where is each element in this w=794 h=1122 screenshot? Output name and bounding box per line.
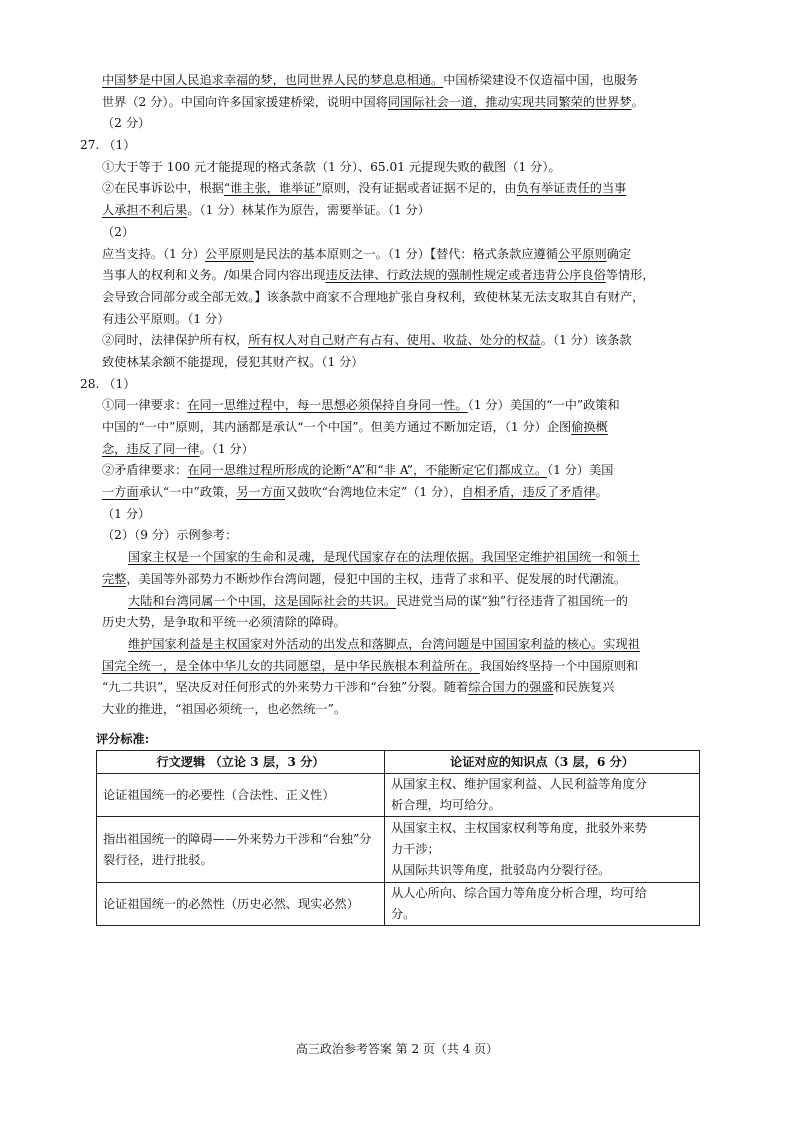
text-segment: 。 (631, 94, 644, 109)
text-segment: 又鼓吹“台湾地位未定”（1 分）， (285, 485, 462, 500)
text-segment: 。（1 分）该条款 (540, 333, 632, 348)
grading-header-row (97, 751, 700, 774)
knowledge-point-line: 从国家主权、主权国家权利等角度，批驳外来势 (391, 821, 647, 835)
text-segment: 。（1 分） (199, 441, 254, 456)
answer-line (80, 352, 720, 374)
text-segment: （2）（9 分）示例参考： (102, 528, 238, 543)
text-segment: 是民法的基本原则之一。（1 分）【替代：格式条款应遵循 (253, 246, 558, 261)
text-segment: 等情形， (605, 268, 655, 283)
grading-table (96, 750, 700, 926)
text-segment: （2） (102, 224, 135, 239)
answer-line (80, 157, 720, 179)
answer-line (80, 612, 720, 634)
answer-line (80, 634, 720, 656)
text-segment: （1 分） (102, 506, 151, 521)
grading-title: 评分标准: (96, 732, 150, 746)
text-segment: 历史大势，是争取和平统一必须清除的障碍。 (102, 615, 346, 630)
text-segment: 世界（2 分）。中国向许多国家援建桥梁，说明中国将 (102, 94, 388, 109)
key-point-underlined: 综合国力的强盛 (468, 680, 554, 695)
text-segment: 原则，没有证据或者证据不足的，由 (321, 181, 517, 196)
text-segment: 大业的推进，“祖国必须统一，也必然统一”。 (102, 701, 347, 716)
text-segment: 当事人的权利和义务。/如果合同内容出现 (102, 268, 326, 283)
key-point-underlined: 大陆和台湾同属一个中国，这是国际社会的共识。 (128, 593, 397, 608)
text-segment: 致使林某余额不能提现，侵犯其财产权。（1 分） (102, 354, 364, 369)
knowledge-points-cell (385, 774, 700, 817)
key-point-underlined: 国完全统一，是全体中华儿女的共同愿望，是中华民族根本利益所在。 (102, 658, 480, 673)
logic-cell: 指出祖国统一的障碍——外来势力干涉和“台独”分裂行径，进行批驳。 (97, 817, 385, 883)
text-segment: 承认“一中”政策， (138, 485, 237, 500)
key-point-underlined: 人承担不利后果 (102, 203, 188, 218)
key-point-underlined: 念，违反了同一律 (102, 441, 200, 456)
answer-line (80, 222, 720, 244)
text-segment: 和民族复兴 (553, 680, 615, 695)
answer-line (80, 677, 720, 699)
knowledge-points-cell (385, 883, 700, 926)
answer-line (80, 460, 720, 482)
knowledge-point-line: 从国际共识等角度，批驳岛内分裂行径。 (391, 863, 611, 877)
key-point-underlined: 在同一思维过程所形成的论断“A”和“非 A”，不能断定它们都成立。 (187, 463, 548, 478)
key-point-underlined: 所有权人对自己财产有占有、使用、收益、处分的权益 (248, 333, 541, 348)
answer-line (80, 656, 720, 678)
answer-line (80, 525, 720, 547)
key-point-underlined: 中国梦是中国人民追求幸福的梦，也同世界人民的梦息息相通。 (102, 73, 444, 87)
text-segment: 确定 (606, 246, 632, 261)
text-segment: 。（1 分）林某作为原告，需要举证。（1 分） (187, 203, 430, 218)
answer-line (80, 395, 720, 417)
answer-line (80, 113, 720, 135)
answer-line (80, 265, 720, 287)
page-footer: 高三政治参考答案 第 2 页（共 4 页） (295, 1042, 499, 1056)
answer-line (80, 200, 720, 222)
answer-line (80, 439, 720, 461)
text-segment: （2 分） (102, 116, 151, 131)
answer-line (80, 244, 720, 266)
answer-line (80, 70, 720, 92)
question-number-line (80, 374, 720, 396)
text-segment: ②同时，法律保护所有权， (102, 333, 249, 348)
text-segment: （1 分）美国的“一中”政策和 (467, 398, 620, 413)
key-point-underlined: 负有举证责任的当事 (516, 181, 627, 196)
text-segment: （1 分）美国 (547, 463, 614, 478)
key-point-underlined: 一方面 (102, 485, 139, 500)
answer-line (80, 309, 720, 331)
text-segment: 我国始终坚持一个中国原则和 (479, 658, 639, 673)
header-knowledge-points: 论证对应的知识点（3 层，6 分） (385, 751, 700, 774)
knowledge-point-line: 从人心所向、综合国力等角度分析合理，均可给 (391, 886, 647, 900)
key-point-underlined: 国家主权是一个国家的生命和灵魂，是现代国家存在的法理依据。我国坚定维护祖国统一和领土 (128, 550, 640, 565)
text-segment: 28. （1） (80, 376, 136, 391)
text-segment: 27. （1） (80, 138, 136, 153)
text-segment: ①大于等于 100 元才能提现的格式条款（1 分）、65.01 元提现失败的截图（1 分）。 (102, 159, 561, 174)
text-segment: 会导致合同部分或全部无效。】该条款中商家不合理地扩张自身权利，致使林某无法支取其自有财产， (102, 289, 645, 304)
text-segment: 有违公平原则。（1 分） (102, 311, 230, 326)
key-point-underlined: 维护国家利益是主权国家对外活动的出发点和落脚点，台湾问题是中国国家利益的核心。实现祖 (128, 636, 640, 651)
text-segment: 民进党当局的谋“独”行径违背了祖国统一的 (396, 593, 628, 608)
answer-line (80, 92, 720, 114)
grading-row (97, 817, 700, 883)
answer-line (80, 330, 720, 352)
text-segment: 应当支持。（1 分） (102, 246, 206, 261)
knowledge-point-line: 析合理，均可给分。 (391, 798, 501, 812)
grading-row (97, 774, 700, 817)
logic-cell: 论证祖国统一的必要性（合法性、正义性） (97, 774, 385, 817)
text-segment: “九二共识”，坚决反对任何形式的外来势力干涉和“台独”分裂。随着 (102, 680, 469, 695)
key-point-underlined: 自相矛盾，违反了矛盾律 (461, 485, 596, 500)
answer-line (80, 178, 720, 200)
grading-row (97, 883, 700, 926)
key-point-underlined: 在同一思维过程中，每一思想必须保持自身同一性。 (187, 398, 468, 413)
key-point-underlined: 完整 (102, 571, 127, 586)
header-logic: 行文逻辑 （立论 3 层，3 分） (97, 751, 385, 774)
text-segment: 。 (595, 485, 608, 500)
text-segment: ②在民事诉讼中，根据 (102, 181, 224, 196)
knowledge-point-line: 分。 (391, 907, 416, 921)
knowledge-points-cell (385, 817, 700, 883)
answer-line (80, 504, 720, 526)
knowledge-point-line: 力干涉； (391, 842, 440, 856)
key-point-underlined: “谁主张，谁举证” (223, 181, 322, 196)
key-point-underlined: 公平原则 (557, 246, 607, 261)
answer-line (80, 287, 720, 309)
key-point-underlined: 另一方面 (236, 485, 286, 500)
answer-line (80, 417, 720, 439)
answer-line (80, 569, 720, 591)
text-segment: ②矛盾律要求： (102, 463, 188, 478)
answer-text (80, 70, 720, 721)
question-number-line (80, 135, 720, 157)
key-point-underlined: 偷换概 (571, 420, 608, 434)
key-point-underlined: 同国际社会一道，推动实现共同繁荣的世界梦 (387, 94, 632, 109)
text-segment: ，美国等外部势力不断炒作台湾问题，侵犯中国的主权，违背了求和平、促发展的时代潮流。 (126, 571, 627, 586)
answer-line (80, 699, 720, 721)
answer-line (80, 482, 720, 504)
key-point-underlined: 公平原则 (205, 246, 254, 261)
answer-line (80, 547, 720, 569)
knowledge-point-line: 从国家主权、维护国家利益、人民利益等角度分 (391, 777, 647, 791)
answer-line (80, 591, 720, 613)
text-segment: 中国的“一中”原则，其内涵都是承认“一个中国”。但美方通过不断加定语，（1 分）企图 (102, 420, 572, 434)
text-segment: ①同一律要求： (102, 398, 188, 413)
logic-cell: 论证祖国统一的必然性（历史必然、现实必然） (97, 883, 385, 926)
key-point-underlined: 违反法律、行政法规的强制性规定或者违背公序良俗 (325, 268, 606, 283)
text-segment: 中国桥梁建设不仅造福中国，也服务 (443, 73, 639, 87)
